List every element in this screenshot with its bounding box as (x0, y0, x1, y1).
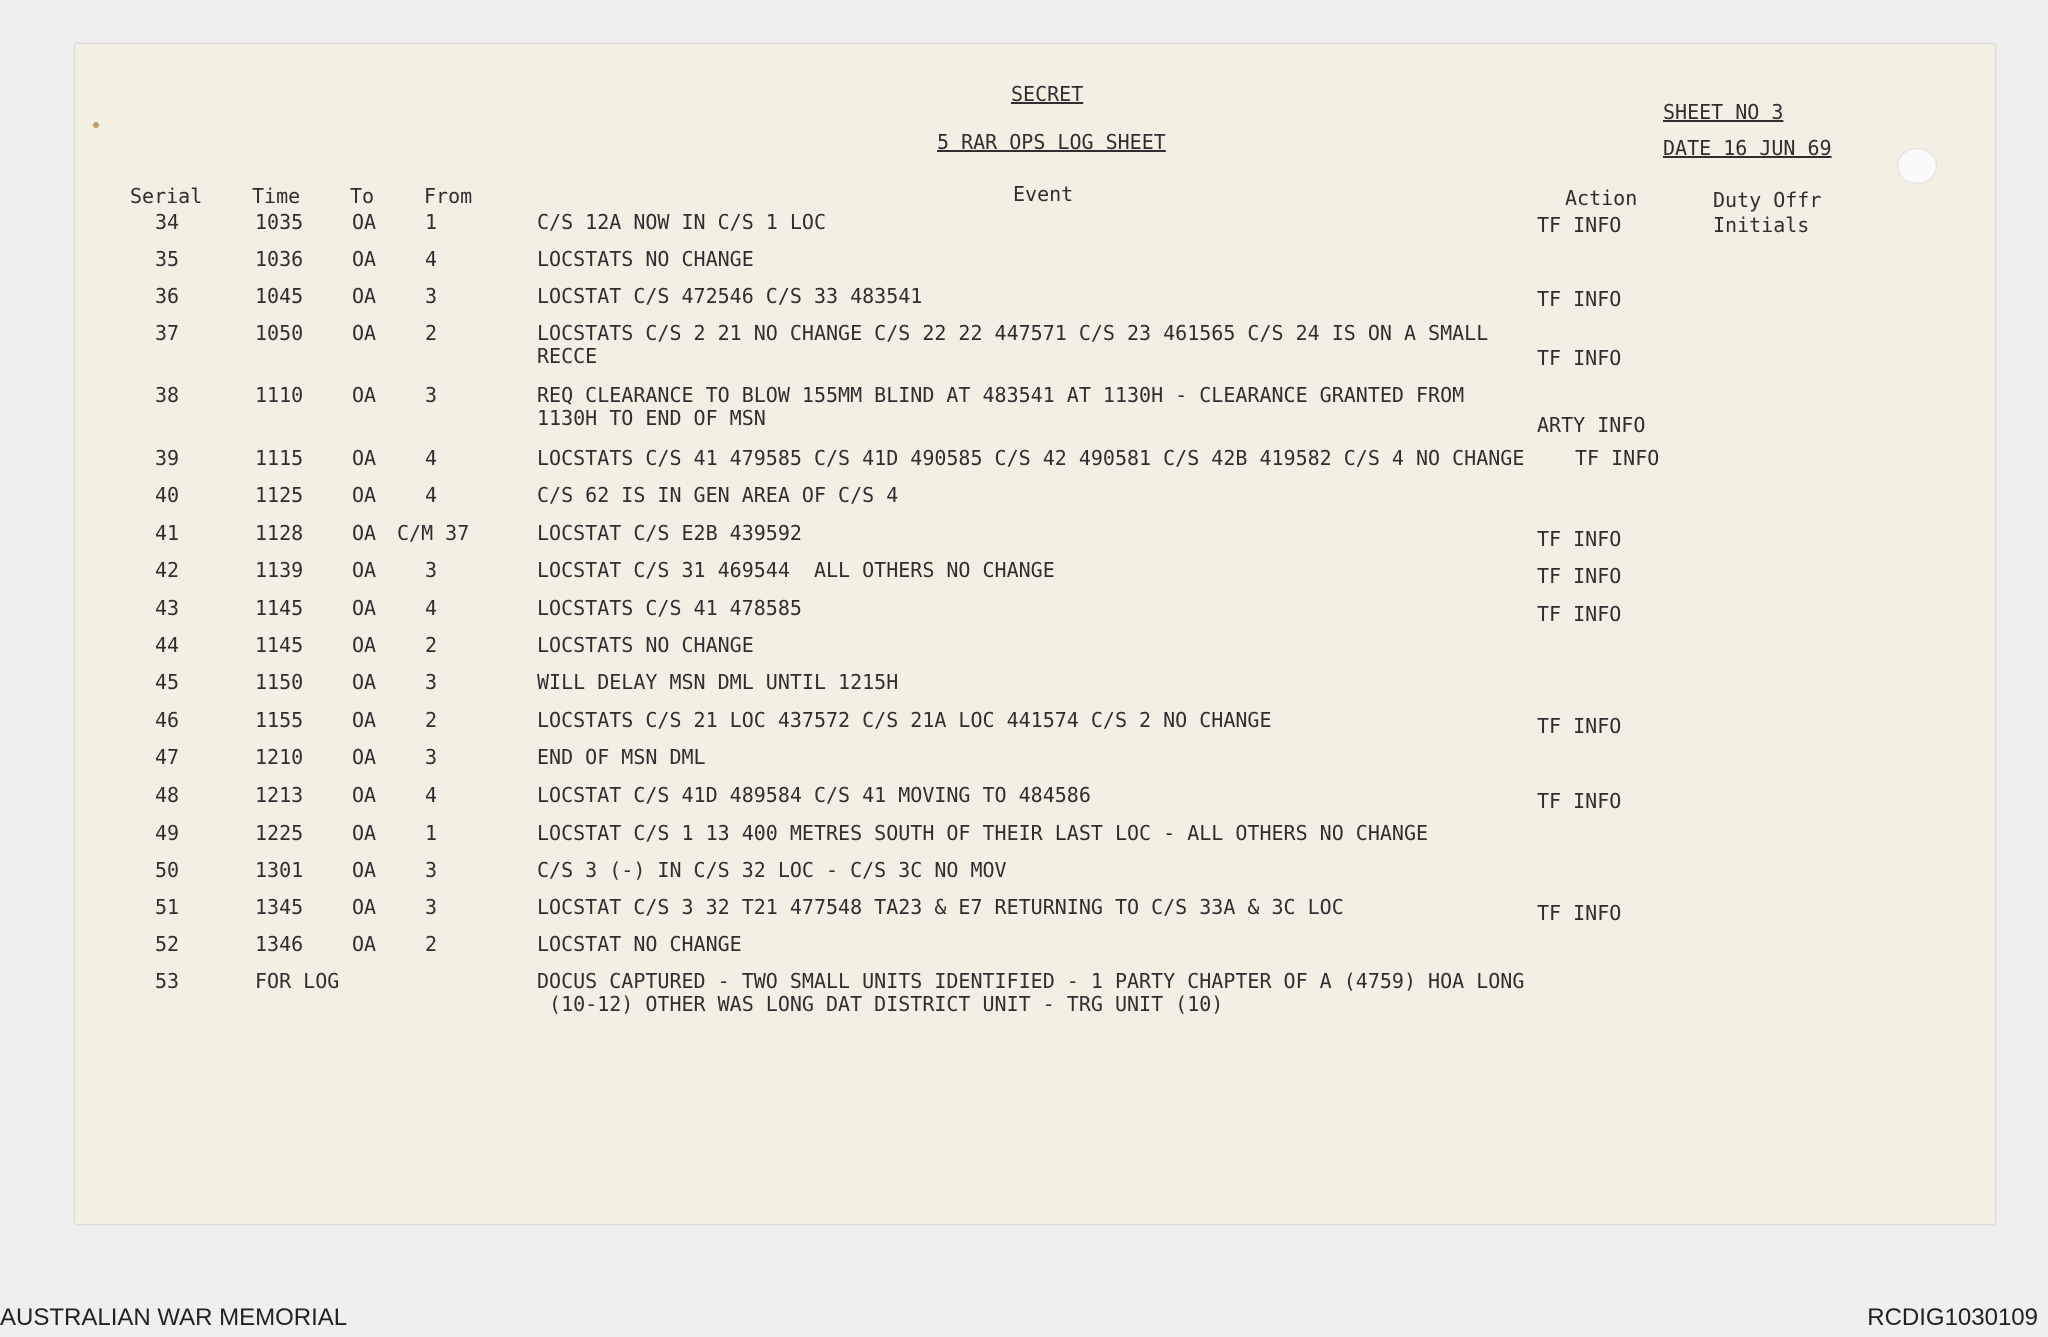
row-event-line: LOCSTATS C/S 41 478585 (537, 596, 802, 620)
row-serial: 43 (155, 596, 180, 620)
row-from: 4 (425, 247, 438, 271)
row-event-line: LOCSTATS C/S 2 21 NO CHANGE C/S 22 22 447571 C/S 23 461565 C/S 24 IS ON A SMALL (537, 321, 1489, 345)
row-time: 1150 (255, 670, 304, 694)
row-event-line: DOCUS CAPTURED - TWO SMALL UNITS IDENTIFIED - 1 PARTY CHAPTER OF A (4759) HOA LONG (537, 969, 1525, 993)
row-time: FOR LOG (255, 969, 340, 993)
row-action: TF INFO (1537, 602, 1622, 626)
row-from: 2 (425, 708, 438, 732)
punch-hole (1897, 148, 1937, 184)
row-time: 1035 (255, 210, 304, 234)
row-event-line: LOCSTAT C/S E2B 439592 (537, 521, 802, 545)
header-duty-officer: Duty Offr (1713, 188, 1822, 212)
row-action: TF INFO (1537, 564, 1622, 588)
row-event-line: (10-12) OTHER WAS LONG DAT DISTRICT UNIT - TRG UNIT (10) (537, 992, 1224, 1016)
row-to: OA (352, 446, 377, 470)
row-from: 3 (425, 284, 438, 308)
row-from: 3 (425, 383, 438, 407)
sheet-number: SHEET NO 3 (1663, 100, 1784, 124)
row-from: 4 (425, 783, 438, 807)
row-time: 1145 (255, 596, 304, 620)
row-to: OA (352, 783, 377, 807)
row-serial: 52 (155, 932, 180, 956)
header-duty-initials: Initials (1713, 213, 1810, 237)
row-time: 1050 (255, 321, 304, 345)
document-title: 5 RAR OPS LOG SHEET (937, 130, 1166, 154)
row-serial: 38 (155, 383, 180, 407)
row-event-line: LOCSTATS NO CHANGE (537, 247, 754, 271)
header-event: Event (1013, 182, 1074, 206)
row-serial: 51 (155, 895, 180, 919)
row-event-line: END OF MSN DML (537, 745, 706, 769)
row-time: 1045 (255, 284, 304, 308)
row-time: 1345 (255, 895, 304, 919)
document-page (75, 44, 1995, 1224)
row-event-line: LOCSTATS NO CHANGE (537, 633, 754, 657)
row-from: 1 (425, 821, 438, 845)
row-time: 1346 (255, 932, 304, 956)
row-event-line: C/S 3 (-) IN C/S 32 LOC - C/S 3C NO MOV (537, 858, 1007, 882)
row-to: OA (352, 932, 377, 956)
row-action: TF INFO (1537, 901, 1622, 925)
row-to: OA (352, 210, 377, 234)
row-time: 1115 (255, 446, 304, 470)
row-from: 2 (425, 321, 438, 345)
row-serial: 40 (155, 483, 180, 507)
row-from: 3 (425, 858, 438, 882)
row-to: OA (352, 596, 377, 620)
row-time: 1128 (255, 521, 304, 545)
footer-reference: RCDIG1030109 (1867, 1304, 2038, 1331)
sheet-date: DATE 16 JUN 69 (1663, 136, 1832, 160)
row-event-line: LOCSTAT C/S 41D 489584 C/S 41 MOVING TO 484586 (537, 783, 1091, 807)
row-action: TF INFO (1537, 346, 1622, 370)
row-from: 2 (425, 932, 438, 956)
row-serial: 49 (155, 821, 180, 845)
row-action: TF INFO (1575, 446, 1660, 470)
row-to: OA (352, 633, 377, 657)
row-action: TF INFO (1537, 287, 1622, 311)
row-event-line: RECCE (537, 344, 598, 368)
row-serial: 36 (155, 284, 180, 308)
header-to: To (350, 184, 375, 208)
row-event-line: REQ CLEARANCE TO BLOW 155MM BLIND AT 483541 AT 1130H - CLEARANCE GRANTED FROM (537, 383, 1465, 407)
header-serial: Serial (130, 184, 203, 208)
row-event-line: LOCSTAT C/S 1 13 400 METRES SOUTH OF THEIR LAST LOC - ALL OTHERS NO CHANGE (537, 821, 1429, 845)
row-action: TF INFO (1537, 789, 1622, 813)
row-action: TF INFO (1537, 213, 1622, 237)
row-serial: 35 (155, 247, 180, 271)
row-time: 1301 (255, 858, 304, 882)
row-to: OA (352, 558, 377, 582)
row-event-line: LOCSTAT C/S 472546 C/S 33 483541 (537, 284, 923, 308)
row-time: 1155 (255, 708, 304, 732)
row-from: 3 (425, 670, 438, 694)
row-serial: 37 (155, 321, 180, 345)
header-time: Time (252, 184, 301, 208)
row-from: 3 (425, 895, 438, 919)
row-to: OA (352, 321, 377, 345)
row-serial: 34 (155, 210, 180, 234)
row-from: 3 (425, 558, 438, 582)
row-action: TF INFO (1537, 527, 1622, 551)
header-action: Action (1565, 186, 1638, 210)
row-serial: 47 (155, 745, 180, 769)
row-to: OA (352, 284, 377, 308)
row-event-line: C/S 12A NOW IN C/S 1 LOC (537, 210, 826, 234)
row-from: C/M 37 (397, 521, 470, 545)
row-to: OA (352, 670, 377, 694)
row-from: 2 (425, 633, 438, 657)
row-time: 1225 (255, 821, 304, 845)
row-serial: 42 (155, 558, 180, 582)
row-from: 1 (425, 210, 438, 234)
row-to: OA (352, 383, 377, 407)
row-time: 1139 (255, 558, 304, 582)
row-time: 1125 (255, 483, 304, 507)
row-to: OA (352, 708, 377, 732)
row-serial: 45 (155, 670, 180, 694)
row-from: 4 (425, 483, 438, 507)
row-to: OA (352, 521, 377, 545)
row-serial: 48 (155, 783, 180, 807)
footer-institution: AUSTRALIAN WAR MEMORIAL (0, 1304, 348, 1331)
row-time: 1145 (255, 633, 304, 657)
row-time: 1213 (255, 783, 304, 807)
row-to: OA (352, 821, 377, 845)
row-from: 4 (425, 596, 438, 620)
row-serial: 53 (155, 969, 180, 993)
row-serial: 50 (155, 858, 180, 882)
row-action: TF INFO (1537, 714, 1622, 738)
row-time: 1210 (255, 745, 304, 769)
row-serial: 44 (155, 633, 180, 657)
row-serial: 39 (155, 446, 180, 470)
row-to: OA (352, 858, 377, 882)
row-event-line: 1130H TO END OF MSN (537, 406, 766, 430)
classification-heading: SECRET (1011, 82, 1084, 106)
header-from: From (424, 184, 473, 208)
row-time: 1036 (255, 247, 304, 271)
row-to: OA (352, 895, 377, 919)
row-to: OA (352, 483, 377, 507)
row-action: ARTY INFO (1537, 413, 1646, 437)
row-event-line: LOCSTATS C/S 21 LOC 437572 C/S 21A LOC 441574 C/S 2 NO CHANGE (537, 708, 1272, 732)
paper-speck (93, 122, 99, 128)
row-event-line: C/S 62 IS IN GEN AREA OF C/S 4 (537, 483, 899, 507)
row-event-line: LOCSTAT C/S 3 32 T21 477548 TA23 & E7 RETURNING TO C/S 33A & 3C LOC (537, 895, 1344, 919)
row-event-line: LOCSTAT C/S 31 469544 ALL OTHERS NO CHANGE (537, 558, 1055, 582)
row-event-line: WILL DELAY MSN DML UNTIL 1215H (537, 670, 899, 694)
row-serial: 46 (155, 708, 180, 732)
row-event-line: LOCSTAT NO CHANGE (537, 932, 742, 956)
row-time: 1110 (255, 383, 304, 407)
row-from: 3 (425, 745, 438, 769)
row-serial: 41 (155, 521, 180, 545)
row-from: 4 (425, 446, 438, 470)
row-to: OA (352, 745, 377, 769)
row-to: OA (352, 247, 377, 271)
row-event-line: LOCSTATS C/S 41 479585 C/S 41D 490585 C/S 42 490581 C/S 42B 419582 C/S 4 NO CHANGE (537, 446, 1525, 470)
